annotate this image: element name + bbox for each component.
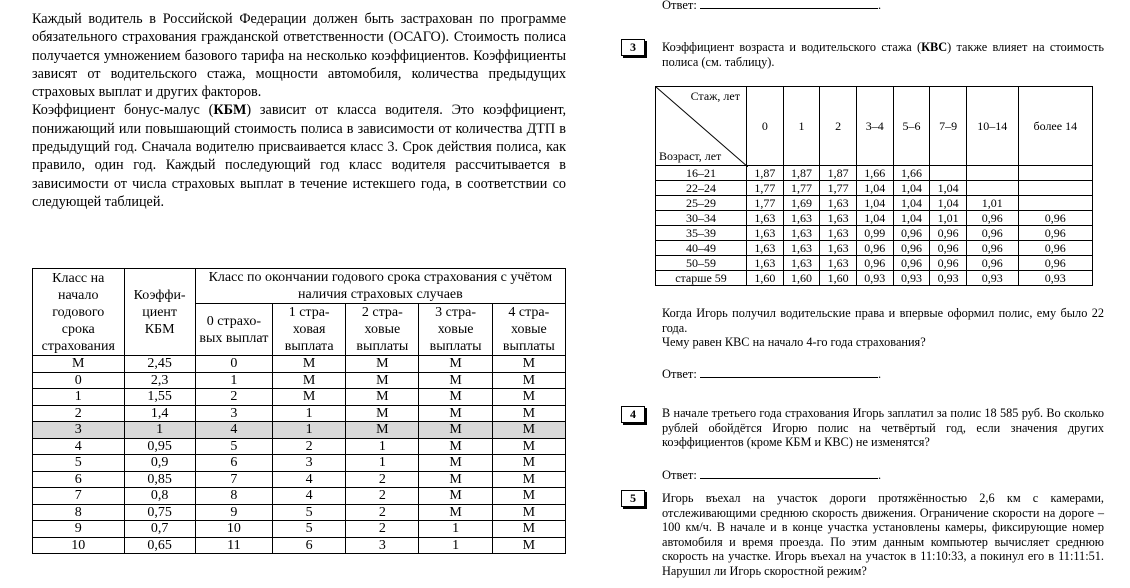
kvs-cell: 1,63 [783, 256, 820, 271]
kvs-header-cell: более 14 [1018, 87, 1092, 166]
kvs-body [656, 166, 1093, 286]
kbm-cell: 2,45 [124, 356, 195, 373]
kvs-header-cell: 1 [783, 87, 820, 166]
question-number-4: 4 [621, 406, 645, 423]
kbm-cell: 2,3 [124, 372, 195, 389]
kvs-cell: 1,04 [856, 211, 893, 226]
kvs-cell: 0,96 [1018, 226, 1092, 241]
kbm-cell: 1 [124, 422, 195, 439]
kvs-age-cell: 16–21 [656, 166, 747, 181]
kbm-cell: 11 [195, 537, 272, 554]
kbm-cell: М [492, 389, 565, 406]
question-number-5: 5 [621, 490, 645, 507]
question-number-3: 3 [621, 39, 645, 56]
kbm-cell: М [492, 405, 565, 422]
kbm-row [33, 405, 566, 422]
kbm-cell: 0,75 [124, 504, 195, 521]
kbm-cell: М [346, 372, 419, 389]
kbm-cell: 0,7 [124, 521, 195, 538]
kvs-cell: 0,96 [893, 241, 930, 256]
kvs-header-cell: 10–14 [966, 87, 1018, 166]
kvs-header-row [656, 87, 1093, 166]
kbm-cell: 8 [195, 488, 272, 505]
kbm-table [32, 268, 566, 554]
kbm-cell: 0,95 [124, 438, 195, 455]
kvs-cell: 0,93 [930, 271, 967, 286]
kvs-header-cell: 0 [747, 87, 784, 166]
kbm-cell: 2 [346, 488, 419, 505]
kbm-header-row [33, 269, 566, 304]
kbm-cell: М [492, 504, 565, 521]
kbm-cell: 2 [346, 471, 419, 488]
kvs-cell [1018, 166, 1092, 181]
answer-line-2: Ответ: . [662, 0, 882, 12]
kbm-cell: 1 [33, 389, 125, 406]
kbm-cell: 3 [195, 405, 272, 422]
kbm-cell: М [346, 389, 419, 406]
kbm-cell: М [419, 438, 492, 455]
kbm-cell: 4 [273, 488, 346, 505]
kvs-age-cell: 50–59 [656, 256, 747, 271]
kvs-cell: 1,04 [893, 181, 930, 196]
answer-field-3[interactable] [700, 367, 878, 378]
kbm-header-group: Класс по окончании годового срока страхования с учётом наличия страховых случаев [195, 269, 565, 304]
kbm-cell: М [346, 422, 419, 439]
kbm-subheader-cell: 2 стра-ховые выплаты [346, 304, 419, 356]
kvs-row [656, 256, 1093, 271]
kbm-cell: М [492, 422, 565, 439]
kbm-cell: М [273, 389, 346, 406]
kvs-cell: 1,01 [930, 211, 967, 226]
kvs-row [656, 196, 1093, 211]
kbm-cell: 1,55 [124, 389, 195, 406]
kvs-cell: 1,60 [820, 271, 857, 286]
kbm-cell: 3 [33, 422, 125, 439]
kvs-cell: 1,63 [820, 256, 857, 271]
kbm-row [33, 521, 566, 538]
kvs-cell: 1,04 [930, 196, 967, 211]
kvs-corner-bottom: Возраст, лет [659, 149, 722, 163]
kvs-cell: 0,96 [966, 211, 1018, 226]
kbm-subheader-cell: 1 стра-ховая выплата [273, 304, 346, 356]
kbm-cell: 1 [273, 405, 346, 422]
kvs-age-cell: 30–34 [656, 211, 747, 226]
kbm-cell: 1 [273, 422, 346, 439]
kvs-cell: 0,96 [893, 256, 930, 271]
kbm-cell: 0,9 [124, 455, 195, 472]
kbm-cell: 7 [33, 488, 125, 505]
kvs-cell: 1,87 [783, 166, 820, 181]
kvs-table [655, 86, 1093, 286]
kvs-cell: 0,96 [966, 256, 1018, 271]
kbm-cell: М [492, 372, 565, 389]
kbm-subheader-cell: 4 стра-ховые выплаты [492, 304, 565, 356]
kbm-cell: 3 [273, 455, 346, 472]
kbm-cell: 1 [195, 372, 272, 389]
kbm-row [33, 422, 566, 439]
kvs-row [656, 211, 1093, 226]
kvs-cell: 1,63 [820, 241, 857, 256]
kbm-cell: 1 [419, 521, 492, 538]
kbm-cell: 1 [346, 438, 419, 455]
kbm-body [33, 356, 566, 554]
kbm-cell: 1 [346, 455, 419, 472]
kbm-cell: М [419, 455, 492, 472]
kbm-cell: М [492, 537, 565, 554]
kvs-cell: 1,66 [856, 166, 893, 181]
kbm-cell: 4 [195, 422, 272, 439]
kvs-cell: 1,04 [930, 181, 967, 196]
intro-paragraph-2: Коэффициент бонус-малус (КБМ) зависит от класса водителя. Это коэффициент, понижающий или повышающий стоимость полиса в зависимости от количества ДТП в предыдущий год. Сначала водителю присваивается класс 3. Срок действия полиса, как правило, один год. Каждый последующий год класс водителя рассчитывается в зависимости от числа страховых выплат в течение истекшего года, в соответствии со следующей таблицей. [32, 102, 567, 210]
kvs-cell: 0,96 [930, 241, 967, 256]
kbm-cell: 2 [195, 389, 272, 406]
kvs-cell: 1,04 [893, 196, 930, 211]
kbm-cell: 9 [33, 521, 125, 538]
kbm-cell: М [33, 356, 125, 373]
kvs-header-cell: 7–9 [930, 87, 967, 166]
kbm-cell: 2 [273, 438, 346, 455]
kvs-age-cell: 22–24 [656, 181, 747, 196]
kbm-cell: 6 [273, 537, 346, 554]
kvs-cell: 1,63 [783, 226, 820, 241]
kbm-cell: 1 [419, 537, 492, 554]
kvs-cell: 1,77 [820, 181, 857, 196]
kbm-cell: 2 [346, 504, 419, 521]
kvs-cell: 1,04 [856, 181, 893, 196]
kvs-header-cell: 5–6 [893, 87, 930, 166]
kbm-cell: 5 [195, 438, 272, 455]
kvs-cell: 1,63 [747, 226, 784, 241]
kvs-cell: 1,77 [747, 181, 784, 196]
kvs-cell: 1,04 [856, 196, 893, 211]
kbm-cell: 0,65 [124, 537, 195, 554]
kvs-cell: 0,96 [966, 226, 1018, 241]
kbm-cell: М [419, 356, 492, 373]
kbm-cell: М [492, 438, 565, 455]
kvs-cell: 0,93 [893, 271, 930, 286]
kvs-cell: 0,96 [856, 256, 893, 271]
kvs-corner-top: Стаж, лет [690, 89, 740, 103]
kvs-cell: 1,63 [820, 196, 857, 211]
kbm-row [33, 471, 566, 488]
kvs-corner-cell [656, 87, 747, 166]
kvs-cell: 1,63 [783, 241, 820, 256]
kvs-cell: 1,63 [747, 241, 784, 256]
kbm-subheader-cell: 3 стра-ховые выплаты [419, 304, 492, 356]
kvs-cell: 1,63 [783, 211, 820, 226]
kbm-cell: 6 [33, 471, 125, 488]
kvs-cell: 1,69 [783, 196, 820, 211]
kbm-row [33, 488, 566, 505]
kvs-cell: 0,93 [1018, 271, 1092, 286]
kvs-age-cell: 35–39 [656, 226, 747, 241]
kvs-cell: 0,96 [966, 241, 1018, 256]
kvs-cell: 0,96 [856, 241, 893, 256]
question-3-text: Коэффициент возраста и водительского стажа (КВС) также влияет на стоимость полиса (см. таблицу). [662, 40, 1104, 69]
kvs-cell: 0,96 [1018, 241, 1092, 256]
kbm-cell: М [273, 372, 346, 389]
kvs-cell: 0,96 [930, 256, 967, 271]
kbm-cell: 5 [273, 504, 346, 521]
kbm-subheader-cell: 0 страхо-вых выплат [195, 304, 272, 356]
kbm-cell: 4 [33, 438, 125, 455]
kbm-row [33, 356, 566, 373]
kbm-cell: М [346, 405, 419, 422]
kbm-cell: М [492, 471, 565, 488]
kbm-cell: М [273, 356, 346, 373]
kvs-cell: 1,77 [747, 196, 784, 211]
kvs-cell: 0,93 [856, 271, 893, 286]
kbm-cell: М [492, 455, 565, 472]
kvs-age-cell: 25–29 [656, 196, 747, 211]
kvs-cell: 0,96 [930, 226, 967, 241]
kbm-header-class: Класс на начало годового срока страхования [33, 269, 125, 356]
kbm-cell: 1,4 [124, 405, 195, 422]
kbm-cell: 2 [346, 521, 419, 538]
question-5-text: Игорь въехал на участок дороги протяжённостью 2,6 км с камерами, отслеживающими среднюю скорость движения. Ограничение скорости на дороге – 100 км/ч. В начале и в конце участка установлены камеры, фиксирующие номер автомобиля и время проезда. По этим данным компьютер вычисляет среднюю скорость на участке. Игорь въехал на участок в 11:10:33, а покинул его в 11:11:51. Нарушил ли Игорь скоростной режим? [662, 491, 1104, 578]
answer-line-4: Ответ: . [662, 468, 882, 482]
kvs-cell: 1,60 [747, 271, 784, 286]
kbm-cell: 0 [33, 372, 125, 389]
kvs-cell: 1,63 [747, 211, 784, 226]
kvs-cell: 1,04 [893, 211, 930, 226]
kbm-cell: 9 [195, 504, 272, 521]
kbm-cell: М [419, 372, 492, 389]
kbm-cell: 5 [273, 521, 346, 538]
kvs-cell [1018, 181, 1092, 196]
kbm-cell: 7 [195, 471, 272, 488]
kbm-cell: 0,8 [124, 488, 195, 505]
kbm-cell: 5 [33, 455, 125, 472]
kbm-row [33, 455, 566, 472]
kbm-cell: 0 [195, 356, 272, 373]
kbm-cell: М [492, 356, 565, 373]
kvs-cell: 1,01 [966, 196, 1018, 211]
kbm-row [33, 537, 566, 554]
kvs-cell: 1,66 [893, 166, 930, 181]
question-3-prompt: Когда Игорь получил водительские права и впервые оформил полис, ему было 22 года. Чему равен КВС на начало 4-го года страхования? [662, 306, 1104, 349]
kvs-row [656, 271, 1093, 286]
kbm-cell: М [492, 488, 565, 505]
kvs-age-cell: старше 59 [656, 271, 747, 286]
kbm-cell: М [419, 488, 492, 505]
kvs-cell: 0,96 [1018, 256, 1092, 271]
kvs-row [656, 226, 1093, 241]
kvs-cell: 1,63 [747, 256, 784, 271]
kbm-cell: 3 [346, 537, 419, 554]
kbm-cell: М [419, 389, 492, 406]
kbm-cell: 6 [195, 455, 272, 472]
kbm-cell: 0,85 [124, 471, 195, 488]
kvs-row [656, 181, 1093, 196]
kvs-header-cell: 3–4 [856, 87, 893, 166]
kbm-row [33, 438, 566, 455]
kvs-cell [930, 166, 967, 181]
kbm-cell: М [419, 422, 492, 439]
kvs-cell: 1,87 [820, 166, 857, 181]
answer-field-4[interactable] [700, 468, 878, 479]
kvs-cell [966, 166, 1018, 181]
kbm-term: КБМ [213, 102, 247, 119]
kbm-row [33, 504, 566, 521]
kvs-cell: 1,60 [783, 271, 820, 286]
kbm-cell: 2 [33, 405, 125, 422]
kbm-header-coef: Коэффи-циент КБМ [124, 269, 195, 356]
kbm-cell: М [419, 471, 492, 488]
kvs-cell: 0,99 [856, 226, 893, 241]
intro-paragraph-1: Каждый водитель в Российской Федерации должен быть застрахован по программе обязательного страхования гражданской ответственности (ОСАГО). Стоимость полиса получается умножением базового тарифа на несколько коэффициентов. Коэффициенты зависят от водительского стажа, мощности автомобиля, количества предыдущих страховых выплат и других факторов. [32, 11, 566, 101]
kbm-cell: 8 [33, 504, 125, 521]
kbm-cell: М [492, 521, 565, 538]
kbm-cell: 10 [195, 521, 272, 538]
answer-line-3: Ответ: . [662, 367, 882, 381]
kbm-cell: 10 [33, 537, 125, 554]
question-4-text: В начале третьего года страхования Игорь заплатил за полис 18 585 руб. Во сколько рублей обойдётся Игорю полис на четвёртый год, если значения других коэффициентов (кроме КБМ и КВС) не изменятся? [662, 406, 1104, 449]
kvs-cell: 1,87 [747, 166, 784, 181]
kbm-cell: М [419, 504, 492, 521]
kbm-cell: 4 [273, 471, 346, 488]
kvs-header-cell: 2 [820, 87, 857, 166]
kvs-cell: 0,96 [1018, 211, 1092, 226]
kvs-cell [966, 181, 1018, 196]
answer-field-2[interactable] [700, 0, 878, 9]
intro-text [32, 10, 566, 211]
kvs-cell: 1,63 [820, 211, 857, 226]
kvs-cell [1018, 196, 1092, 211]
kvs-cell: 1,63 [820, 226, 857, 241]
kvs-row [656, 166, 1093, 181]
kvs-age-cell: 40–49 [656, 241, 747, 256]
kvs-cell: 0,96 [893, 226, 930, 241]
kvs-cell: 1,77 [783, 181, 820, 196]
kbm-cell: М [346, 356, 419, 373]
kvs-cell: 0,93 [966, 271, 1018, 286]
kbm-row [33, 389, 566, 406]
kbm-row [33, 372, 566, 389]
kvs-row [656, 241, 1093, 256]
kbm-cell: М [419, 405, 492, 422]
